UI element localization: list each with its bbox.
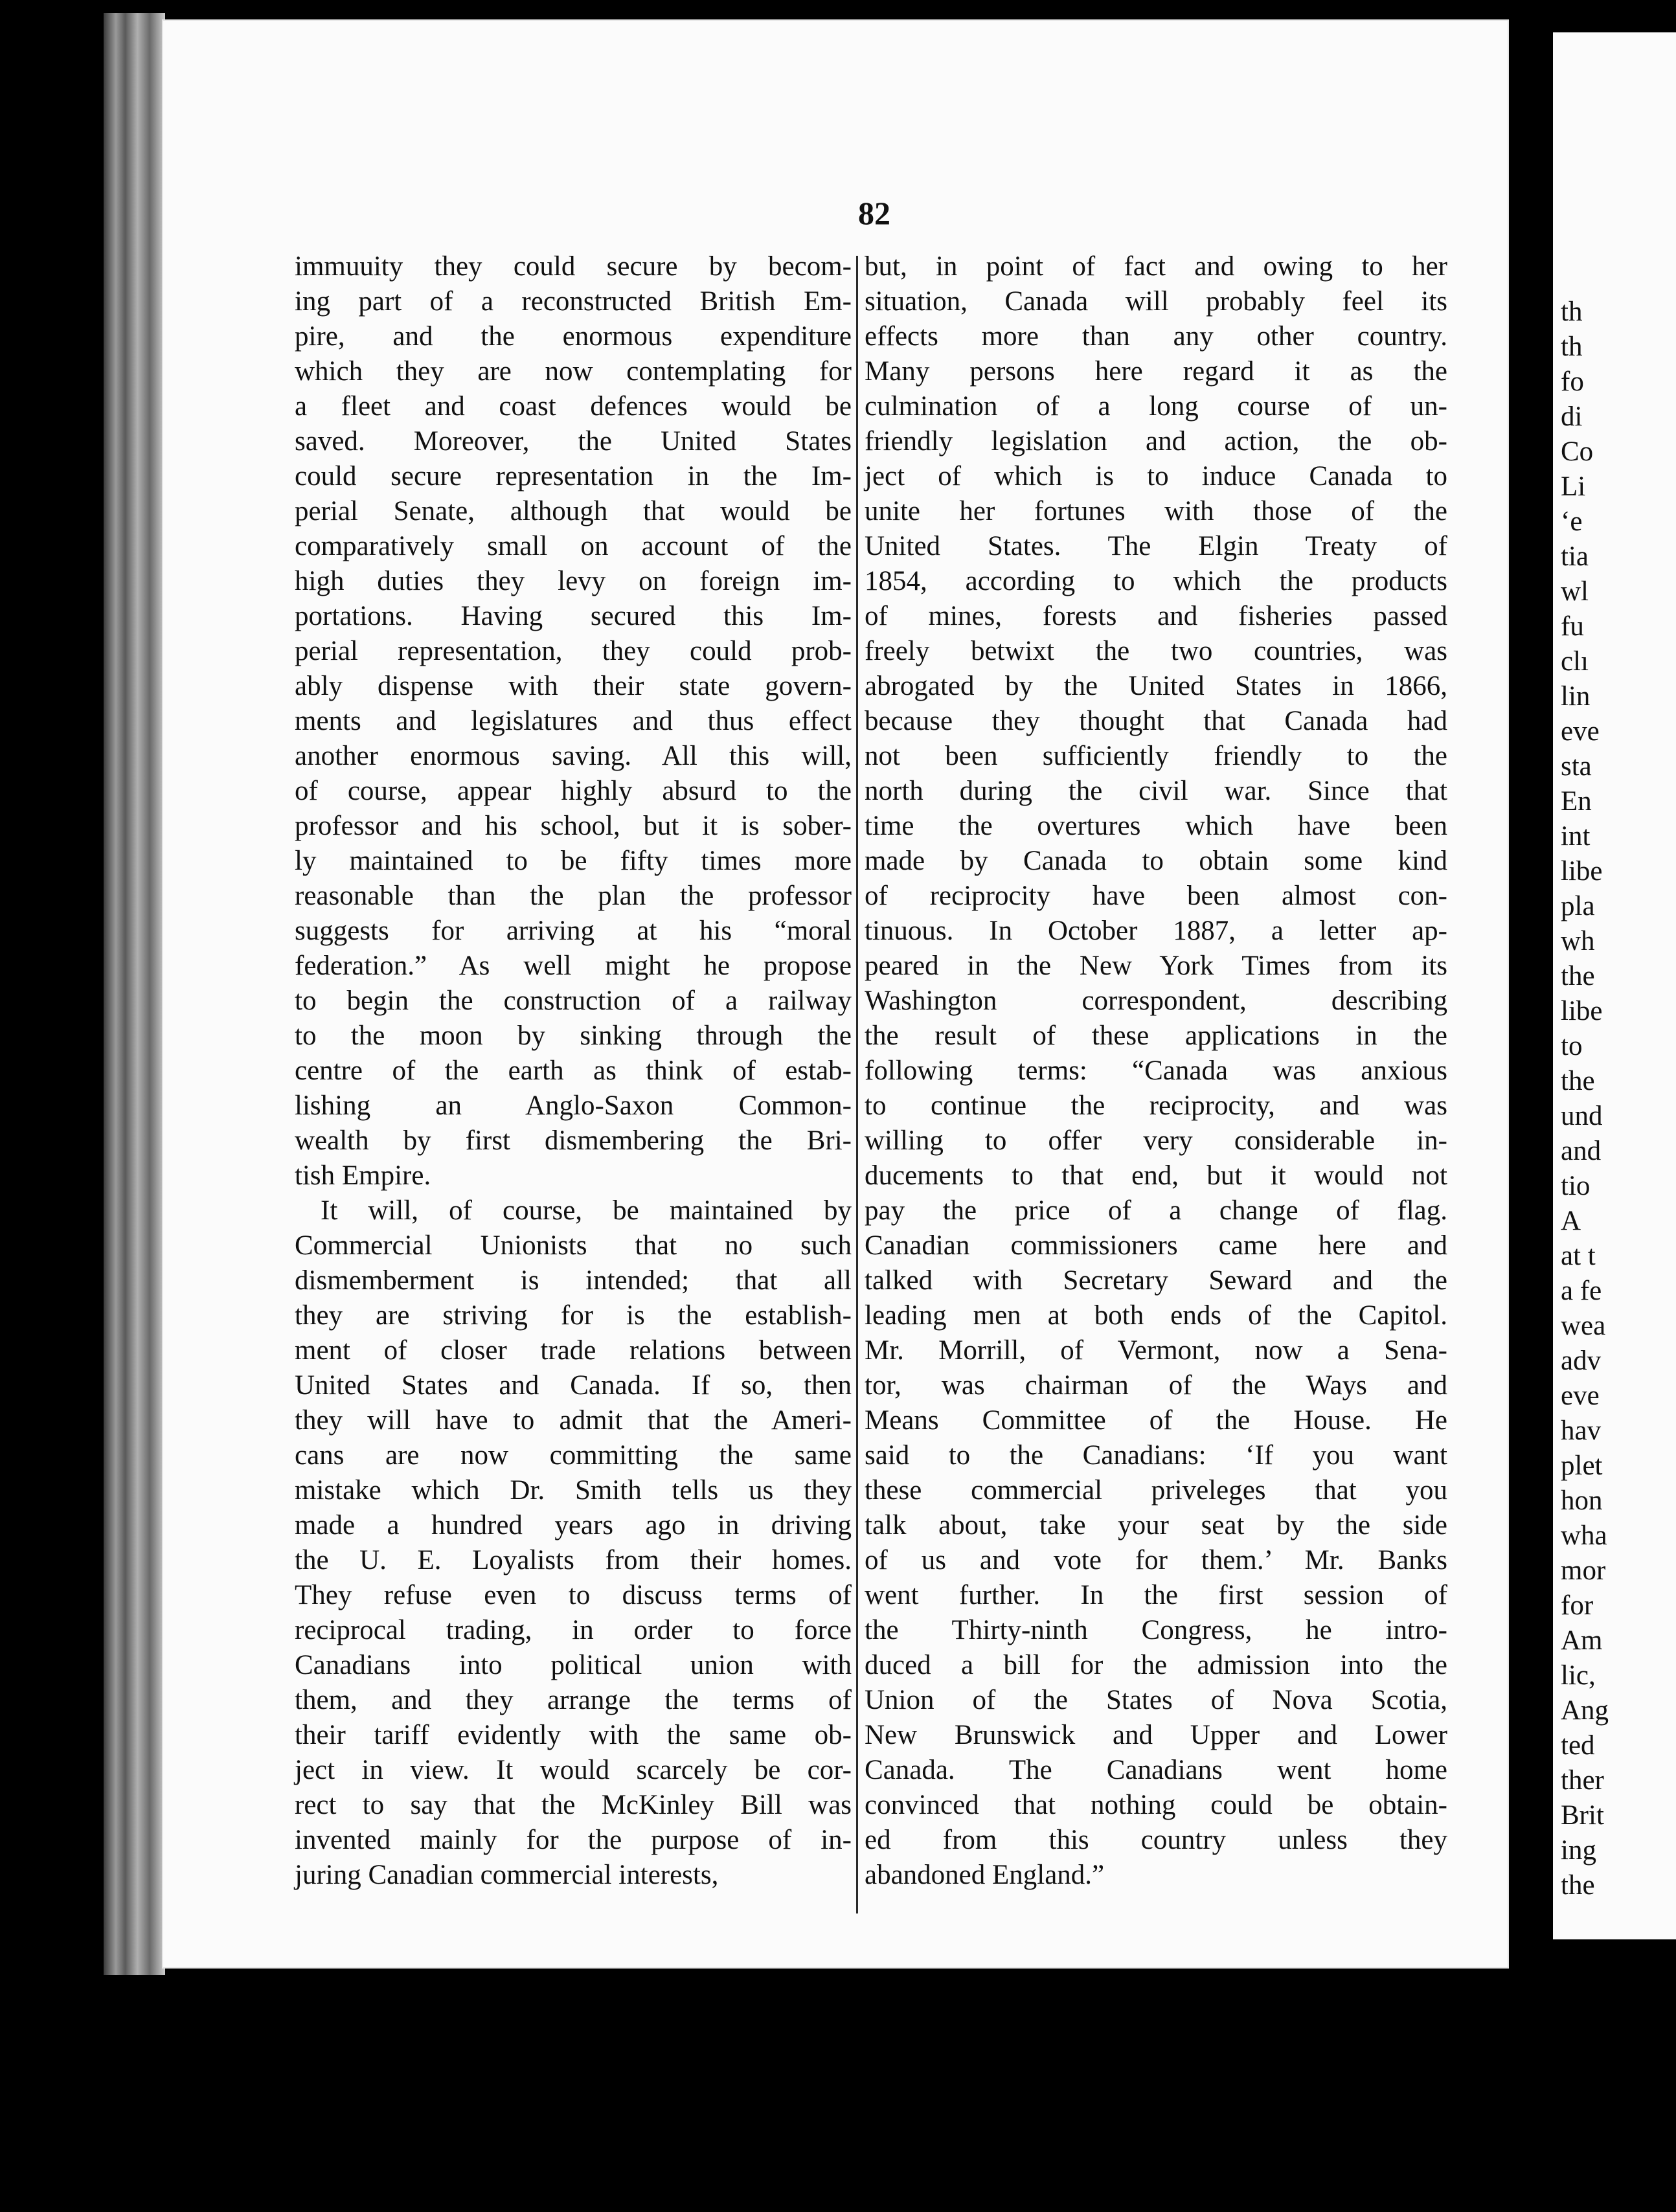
facing-page-fragment: und [1561, 1101, 1603, 1131]
right-column-line: Canada. The Canadians went home [865, 1755, 1447, 1785]
facing-page-fragment: lic, [1561, 1660, 1596, 1691]
left-column-line: which they are now contemplating for [295, 356, 852, 387]
facing-page-fragment: mor [1561, 1555, 1606, 1586]
facing-page-fragment: th [1561, 332, 1583, 362]
facing-page-fragment: eve [1561, 1381, 1600, 1411]
facing-page-fragment: hon [1561, 1485, 1603, 1516]
right-column-line: talk about, take your seat by the side [865, 1510, 1447, 1541]
facing-page-fragment: tio [1561, 1171, 1591, 1201]
right-column-line: leading men at both ends of the Capitol. [865, 1300, 1447, 1331]
left-column-line: ly maintained to be fifty times more [295, 846, 852, 876]
facing-page-fragment: Ang [1561, 1695, 1609, 1726]
facing-page-fragment: plet [1561, 1450, 1603, 1481]
left-column-line: tish Empire. [295, 1160, 431, 1191]
facing-page-fragment: the [1561, 961, 1595, 991]
facing-page-fragment: Co [1561, 436, 1594, 467]
facing-page-fragment: the [1561, 1870, 1595, 1901]
right-column-line: tor, was chairman of the Ways and [865, 1370, 1447, 1401]
right-column-line: freely betwixt the two countries, was [865, 636, 1447, 666]
right-column-line: effects more than any other country. [865, 321, 1447, 352]
left-column-line: Commercial Unionists that no such [295, 1230, 852, 1261]
left-column-line: professor and his school, but it is sober- [295, 811, 852, 841]
right-column-line: not been sufficiently friendly to the [865, 741, 1447, 771]
left-column-line: cans are now committing the same [295, 1440, 852, 1471]
right-column-line: ducements to that end, but it would not [865, 1160, 1447, 1191]
left-column-line: to begin the construction of a railway [295, 986, 852, 1016]
right-column-line: time the overtures which have been [865, 811, 1447, 841]
left-text-column [295, 249, 852, 1893]
left-column-line: perial representation, they could prob- [295, 636, 852, 666]
facing-page-fragment: adv [1561, 1346, 1602, 1376]
left-column-line: mistake which Dr. Smith tells us they [295, 1475, 852, 1506]
right-column-line: unite her fortunes with those of the [865, 496, 1447, 526]
facing-page-fragment: for [1561, 1590, 1594, 1621]
right-column-line: made by Canada to obtain some kind [865, 846, 1447, 876]
right-column-line: willing to offer very considerable in- [865, 1125, 1447, 1156]
facing-page-fragment: the [1561, 1066, 1595, 1096]
facing-page-fragment: Am [1561, 1625, 1603, 1656]
right-column-line: 1854, according to which the products [865, 566, 1447, 596]
left-column-line: juring Canadian commercial interests, [295, 1860, 719, 1890]
left-column-line: It will, of course, be maintained by [321, 1195, 852, 1226]
facing-page-fragment: pla [1561, 891, 1595, 921]
right-column-line: following terms: “Canada was anxious [865, 1055, 1447, 1086]
facing-page-fragment: fo [1561, 367, 1584, 397]
right-column-line: friendly legislation and action, the ob- [865, 426, 1447, 457]
facing-page-fragment: libe [1561, 996, 1603, 1026]
page-edge-strip [104, 13, 165, 1975]
left-column-line: wealth by first dismembering the Bri- [295, 1125, 852, 1156]
left-column-line: Canadians into political union with [295, 1650, 852, 1680]
right-column-line: abrogated by the United States in 1866, [865, 671, 1447, 701]
left-column-line: high duties they levy on foreign im- [295, 566, 852, 596]
facing-page-fragment: to [1561, 1031, 1583, 1061]
facing-page-fragment: libe [1561, 856, 1603, 886]
facing-page-fragment: wha [1561, 1520, 1607, 1551]
left-column-line: ing part of a reconstructed British Em- [295, 286, 852, 317]
left-column-line: they are striving for is the establish- [295, 1300, 852, 1331]
facing-page-fragment: ther [1561, 1765, 1604, 1796]
right-column-line: but, in point of fact and owing to her [865, 251, 1447, 282]
left-column-line: invented mainly for the purpose of in- [295, 1825, 852, 1855]
right-column-line: Means Committee of the House. He [865, 1405, 1447, 1436]
facing-page-fragment: di [1561, 401, 1583, 432]
right-column-line: of reciprocity have been almost con- [865, 881, 1447, 911]
left-column-line: dismemberment is intended; that all [295, 1265, 852, 1296]
facing-page-fragment: wl [1561, 576, 1589, 607]
left-column-line: rect to say that the McKinley Bill was [295, 1790, 852, 1820]
right-column-line: Mr. Morrill, of Vermont, now a Sena- [865, 1335, 1447, 1366]
left-column-line: could secure representation in the Im- [295, 461, 852, 491]
right-column-line: of mines, forests and fisheries passed [865, 601, 1447, 631]
facing-page-fragment: th [1561, 297, 1583, 327]
left-column-line: another enormous saving. All this will, [295, 741, 852, 771]
facing-page-fragment: En [1561, 786, 1592, 817]
facing-page-fragment: int [1561, 821, 1591, 852]
right-column-line: went further. In the first session of [865, 1580, 1447, 1610]
left-column-line: federation.” As well might he propose [295, 951, 852, 981]
facing-page-fragment: Brit [1561, 1800, 1604, 1831]
right-column-line: Many persons here regard it as the [865, 356, 1447, 387]
right-column-line: ed from this country unless they [865, 1825, 1447, 1855]
left-column-line: them, and they arrange the terms of [295, 1685, 852, 1715]
facing-page-fragment: eve [1561, 716, 1600, 747]
left-column-line: ment of closer trade relations between [295, 1335, 852, 1366]
page-number: 82 [858, 195, 890, 231]
right-column-line: tinuous. In October 1887, a letter ap- [865, 916, 1447, 946]
right-column-line: of us and vote for them.’ Mr. Banks [865, 1545, 1447, 1575]
right-column-line: Canadian commissioners came here and [865, 1230, 1447, 1261]
left-column-line: perial Senate, although that would be [295, 496, 852, 526]
facing-page-fragment: wh [1561, 926, 1595, 956]
right-column-line: said to the Canadians: ‘If you want [865, 1440, 1447, 1471]
facing-page-fragment: lin [1561, 681, 1591, 712]
facing-page-fragment: fu [1561, 611, 1584, 642]
facing-page-text-fragments [1561, 295, 1609, 1903]
facing-page-fragment: Li [1561, 471, 1586, 502]
right-text-column [865, 249, 1447, 1893]
left-column-line: pire, and the enormous expenditure [295, 321, 852, 352]
left-column-line: saved. Moreover, the United States [295, 426, 852, 457]
left-column-line: of course, appear highly absurd to the [295, 776, 852, 806]
right-column-line: because they thought that Canada had [865, 706, 1447, 736]
right-column-line: New Brunswick and Upper and Lower [865, 1720, 1447, 1750]
right-column-line: pay the price of a change of flag. [865, 1195, 1447, 1226]
right-column-line: the Thirty-ninth Congress, he intro- [865, 1615, 1447, 1645]
left-column-line: a fleet and coast defences would be [295, 391, 852, 422]
left-column-line: They refuse even to discuss terms of [295, 1580, 852, 1610]
right-column-line: peared in the New York Times from its [865, 951, 1447, 981]
facing-page-fragment: A [1561, 1206, 1581, 1236]
right-column-line: culmination of a long course of un- [865, 391, 1447, 422]
left-column-line: comparatively small on account of the [295, 531, 852, 561]
facing-page-fragment: sta [1561, 751, 1592, 782]
column-divider [856, 256, 858, 1913]
facing-page-fragment: tia [1561, 541, 1589, 572]
right-column-line: the result of these applications in the [865, 1021, 1447, 1051]
left-column-line: suggests for arriving at his “moral [295, 916, 852, 946]
right-column-line: ject of which is to induce Canada to [865, 461, 1447, 491]
left-column-line: made a hundred years ago in driving [295, 1510, 852, 1541]
left-column-line: ably dispense with their state govern- [295, 671, 852, 701]
left-column-line: their tariff evidently with the same ob- [295, 1720, 852, 1750]
left-column-line: immuuity they could secure by becom- [295, 251, 852, 282]
facing-page-fragment: wea [1561, 1311, 1606, 1341]
left-column-line: to the moon by sinking through the [295, 1021, 852, 1051]
right-column-line: to continue the reciprocity, and was [865, 1090, 1447, 1121]
left-column-line: reciprocal trading, in order to force [295, 1615, 852, 1645]
facing-page-fragment: a fe [1561, 1276, 1602, 1306]
right-column-line: situation, Canada will probably feel its [865, 286, 1447, 317]
facing-page-fragment: clı [1561, 646, 1589, 677]
facing-page-fragment: and [1561, 1136, 1602, 1166]
left-column-line: portations. Having secured this Im- [295, 601, 852, 631]
left-column-line: United States and Canada. If so, then [295, 1370, 852, 1401]
left-column-line: lishing an Anglo-Saxon Common- [295, 1090, 852, 1121]
facing-page-fragment: hav [1561, 1416, 1602, 1446]
right-column-line: United States. The Elgin Treaty of [865, 531, 1447, 561]
right-column-line: convinced that nothing could be obtain- [865, 1790, 1447, 1820]
right-column-line: north during the civil war. Since that [865, 776, 1447, 806]
facing-page-fragment: at t [1561, 1241, 1596, 1271]
left-column-line: centre of the earth as think of estab- [295, 1055, 852, 1086]
left-column-line: they will have to admit that the Ameri- [295, 1405, 852, 1436]
facing-page-fragment: ing [1561, 1835, 1596, 1866]
facing-page-fragment: ‘e [1561, 506, 1583, 537]
facing-page-fragment: ted [1561, 1730, 1595, 1761]
right-column-line: these commercial priveleges that you [865, 1475, 1447, 1506]
right-column-line: Union of the States of Nova Scotia, [865, 1685, 1447, 1715]
left-column-line: reasonable than the plan the professor [295, 881, 852, 911]
right-column-line: Washington correspondent, describing [865, 986, 1447, 1016]
right-column-line: abandoned England.” [865, 1860, 1105, 1890]
right-column-line: talked with Secretary Seward and the [865, 1265, 1447, 1296]
left-column-line: ments and legislatures and thus effect [295, 706, 852, 736]
right-column-line: duced a bill for the admission into the [865, 1650, 1447, 1680]
left-column-line: ject in view. It would scarcely be cor- [295, 1755, 852, 1785]
left-column-line: the U. E. Loyalists from their homes. [295, 1545, 852, 1575]
